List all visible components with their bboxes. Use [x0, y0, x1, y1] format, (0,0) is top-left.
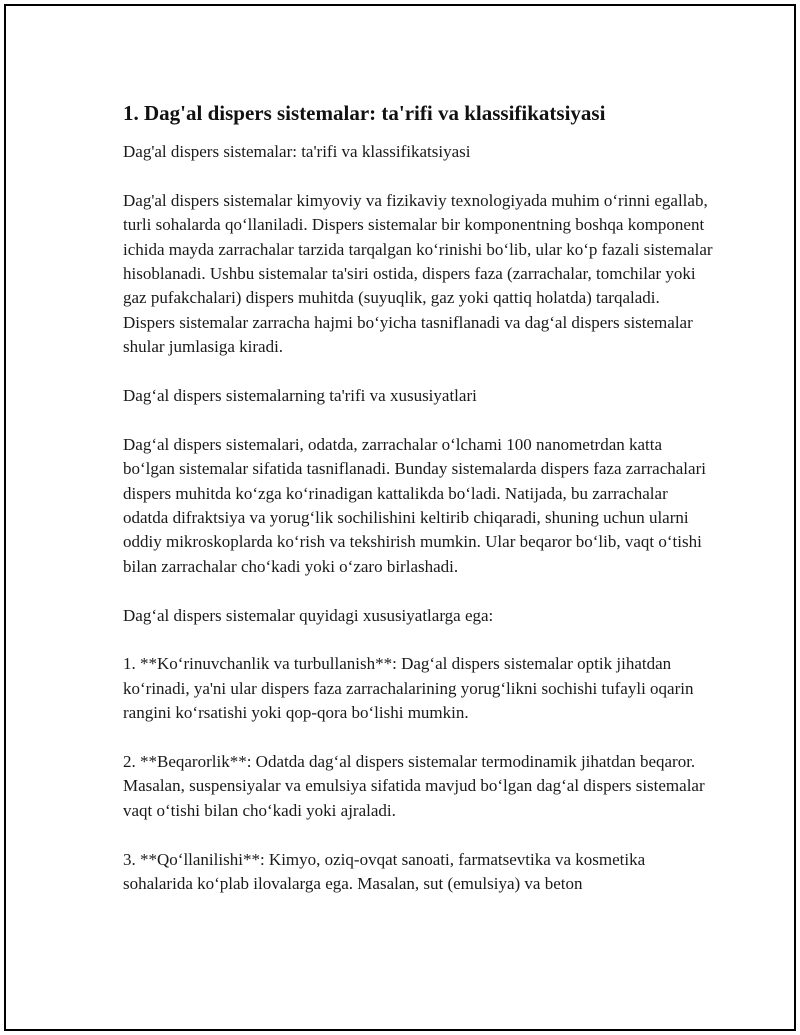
list-item-visibility: 1. **Koʻrinuvchanlik va turbullanish**: Dagʻal dispers sistemalar optik jihatdan koʻrinadi, ya'ni ular dispers faza zarrachalarining yorugʻlikni sochishi tufayli oqarin rangini koʻrsatishi yoki qop-qora boʻlishi mumkin. — [123, 654, 694, 723]
page-frame — [4, 4, 796, 1031]
document-body — [123, 98, 713, 921]
paragraph-definition: Dagʻal dispers sistemalari, odatda, zarrachalar oʻlchami 100 nanometrdan katta boʻlgan sistemalar sifatida tasniflanadi. Bunday sistemalarda dispers faza zarrachalari dispers muhitda koʻzga koʻrinadigan kattalikda boʻladi. Natijada, bu zarrachalar odatda difraktsiya va yorugʻlik sochilishini keltirib chiqaradi, shuning uchun ularni oddiy mikroskoplarda koʻrish va tekshirish mumkin. Ular beqaror boʻlib, vaqt oʻtishi bilan zarrachalar choʻkadi yoki oʻzaro birlashadi. — [123, 434, 706, 576]
paragraph-properties-intro: Dagʻal dispers sistemalar quyidagi xususiyatlarga ega: — [123, 605, 494, 625]
paragraph-intro: Dag'al dispers sistemalar kimyoviy va fizikaviy texnologiyada muhim oʻrinni egallab, turli sohalarda qoʻllaniladi. Dispers sistemalar bir komponentning boshqa komponent ichida mayda zarrachalar tarzida tarqalgan koʻrinishi boʻlib, ular koʻp fazali sistemalar hisoblanadi. Ushbu sistemalar ta'siri ostida, dispers faza (zarrachalar, tomchilar yoki gaz pufakchalari) dispers muhitda (suyuqlik, gaz yoki qattiq holatda) tarqaladi. Dispers sistemalar zarracha hajmi boʻyicha tasniflanadi va dagʻal dispers sistemalar shular jumlasiga kiradi. — [123, 190, 713, 357]
paragraph-subtitle: Dag'al dispers sistemalar: ta'rifi va klassifikatsiyasi — [123, 142, 471, 161]
list-item-instability: 2. **Beqarorlik**: Odatda dagʻal dispers sistemalar termodinamik jihatdan beqaror. Masalan, suspensiyalar va emulsiya sifatida mavjud boʻlgan dagʻal dispers sistemalar vaqt oʻtishi bilan choʻkadi yoki ajraladi. — [123, 752, 705, 820]
list-item-applications: 3. **Qoʻllanilishi**: Kimyo, oziq-ovqat sanoati, farmatsevtika va kosmetika sohalarida koʻplab ilovalarga ega. Masalan, sut (emulsiya) va beton — [123, 849, 646, 894]
document-heading: 1. Dag'al dispers sistemalar: ta'rifi va klassifikatsiyasi — [123, 101, 606, 125]
paragraph-section-title: Dagʻal dispers sistemalarning ta'rifi va xususiyatlari — [123, 386, 477, 406]
